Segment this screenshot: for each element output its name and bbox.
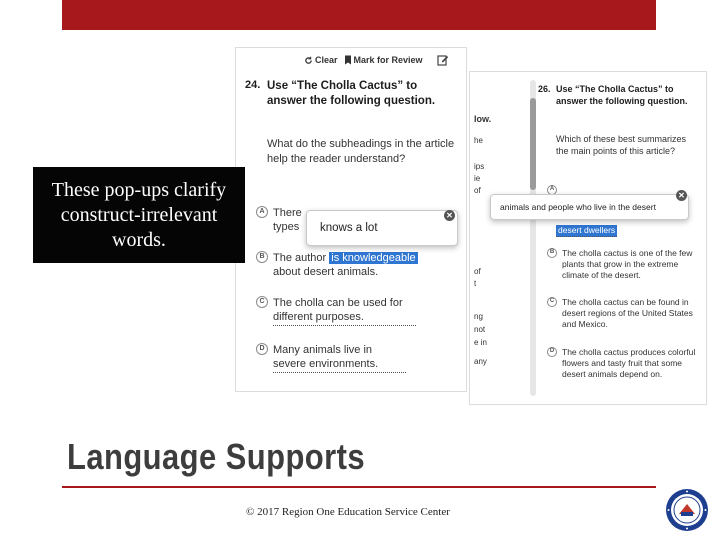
top-accent-bar bbox=[62, 0, 656, 30]
passage-fragment: t bbox=[474, 279, 477, 288]
popup-text: knows a lot bbox=[320, 222, 378, 234]
passage-fragment: he bbox=[474, 136, 483, 145]
passage-fragment: of bbox=[474, 186, 481, 195]
passage-fragment: ie bbox=[474, 174, 481, 183]
option-letter: D bbox=[256, 343, 268, 355]
highlighted-word[interactable]: is knowledgeable bbox=[331, 252, 416, 264]
passage-fragment: not bbox=[474, 325, 486, 334]
definition-popup bbox=[306, 210, 458, 246]
question-title: Use “The Cholla Cactus” to answer the following question. bbox=[267, 80, 436, 107]
answer-option-c[interactable] bbox=[256, 296, 416, 326]
region-one-seal-logo bbox=[665, 488, 709, 532]
option-a-text: There bbox=[273, 207, 302, 219]
option-letter: B bbox=[256, 251, 268, 263]
option-b-text-line2: about desert animals. bbox=[273, 266, 379, 279]
question-26-panel bbox=[470, 72, 706, 404]
passage-fragment: ips bbox=[474, 162, 485, 171]
clear-button[interactable] bbox=[304, 55, 338, 65]
option-text bbox=[273, 206, 302, 235]
edit-icon[interactable] bbox=[437, 54, 449, 66]
question-stem: What do the subheadings in the article help the reader understand? bbox=[267, 138, 455, 165]
copyright-footer: © 2017 Region One Education Service Center bbox=[246, 506, 450, 518]
popup-text: animals and people who live in the desert bbox=[500, 202, 656, 212]
scrollbar[interactable] bbox=[530, 80, 536, 396]
option-d-text: The cholla cactus produces colorful flowers and tasty fruit that some desert animals depend on. bbox=[562, 347, 696, 380]
question-stem: Which of these best summarizes the main points of this article? bbox=[556, 134, 687, 157]
callout-box bbox=[33, 167, 245, 263]
passage-fragment: low. bbox=[474, 114, 492, 124]
option-letter: B bbox=[547, 248, 557, 258]
close-icon[interactable]: ✕ bbox=[676, 190, 687, 201]
answer-option-d[interactable] bbox=[547, 347, 697, 380]
question-title: Use “The Cholla Cactus” to answer the following question. bbox=[556, 84, 688, 106]
option-b-text: The cholla cactus is one of the few plants that grow in the extreme climate of the desert. bbox=[562, 248, 693, 281]
option-letter: C bbox=[256, 296, 268, 308]
question-24-panel bbox=[236, 48, 466, 391]
question-toolbar bbox=[304, 54, 449, 66]
passage-fragment: of bbox=[474, 267, 481, 276]
title-underline bbox=[62, 486, 656, 488]
answer-option-d[interactable] bbox=[256, 343, 406, 373]
option-letter: A bbox=[547, 185, 557, 195]
option-letter: A bbox=[256, 206, 268, 218]
bookmark-icon bbox=[344, 55, 352, 65]
question-number: 24. bbox=[245, 79, 261, 91]
option-text bbox=[273, 251, 418, 280]
clear-label: Clear bbox=[315, 55, 338, 65]
highlighted-word[interactable]: desert dwellers bbox=[556, 225, 617, 237]
passage-fragment: any bbox=[474, 357, 487, 366]
answer-option-c[interactable] bbox=[547, 297, 697, 330]
slide-title: Language Supports bbox=[67, 436, 366, 477]
option-letter: D bbox=[547, 347, 557, 357]
answer-option-b[interactable] bbox=[256, 251, 462, 280]
definition-popup bbox=[490, 191, 689, 220]
option-b-text: The author bbox=[273, 252, 327, 264]
scrollbar-thumb[interactable] bbox=[530, 98, 536, 190]
option-a-text-line2: types bbox=[273, 221, 300, 234]
callout-text: These pop-ups clarify construct-irrelevant words. bbox=[51, 178, 227, 251]
option-a-highlight-row bbox=[556, 225, 617, 237]
mark-for-review-button[interactable] bbox=[344, 55, 423, 65]
mark-for-review-label: Mark for Review bbox=[353, 55, 423, 65]
refresh-icon bbox=[304, 56, 313, 65]
question-number: 26. bbox=[538, 84, 551, 94]
close-icon[interactable]: ✕ bbox=[444, 210, 455, 221]
option-letter: C bbox=[547, 297, 557, 307]
option-d-text: Many animals live in severe environments. bbox=[273, 343, 406, 373]
passage-fragment: ng bbox=[474, 312, 483, 321]
answer-option-b[interactable] bbox=[547, 248, 697, 281]
passage-fragment: e in bbox=[474, 338, 487, 347]
option-c-text: The cholla can be used for different purposes. bbox=[273, 296, 416, 326]
option-c-text: The cholla cactus can be found in desert regions of the United States and Mexico. bbox=[562, 297, 693, 330]
